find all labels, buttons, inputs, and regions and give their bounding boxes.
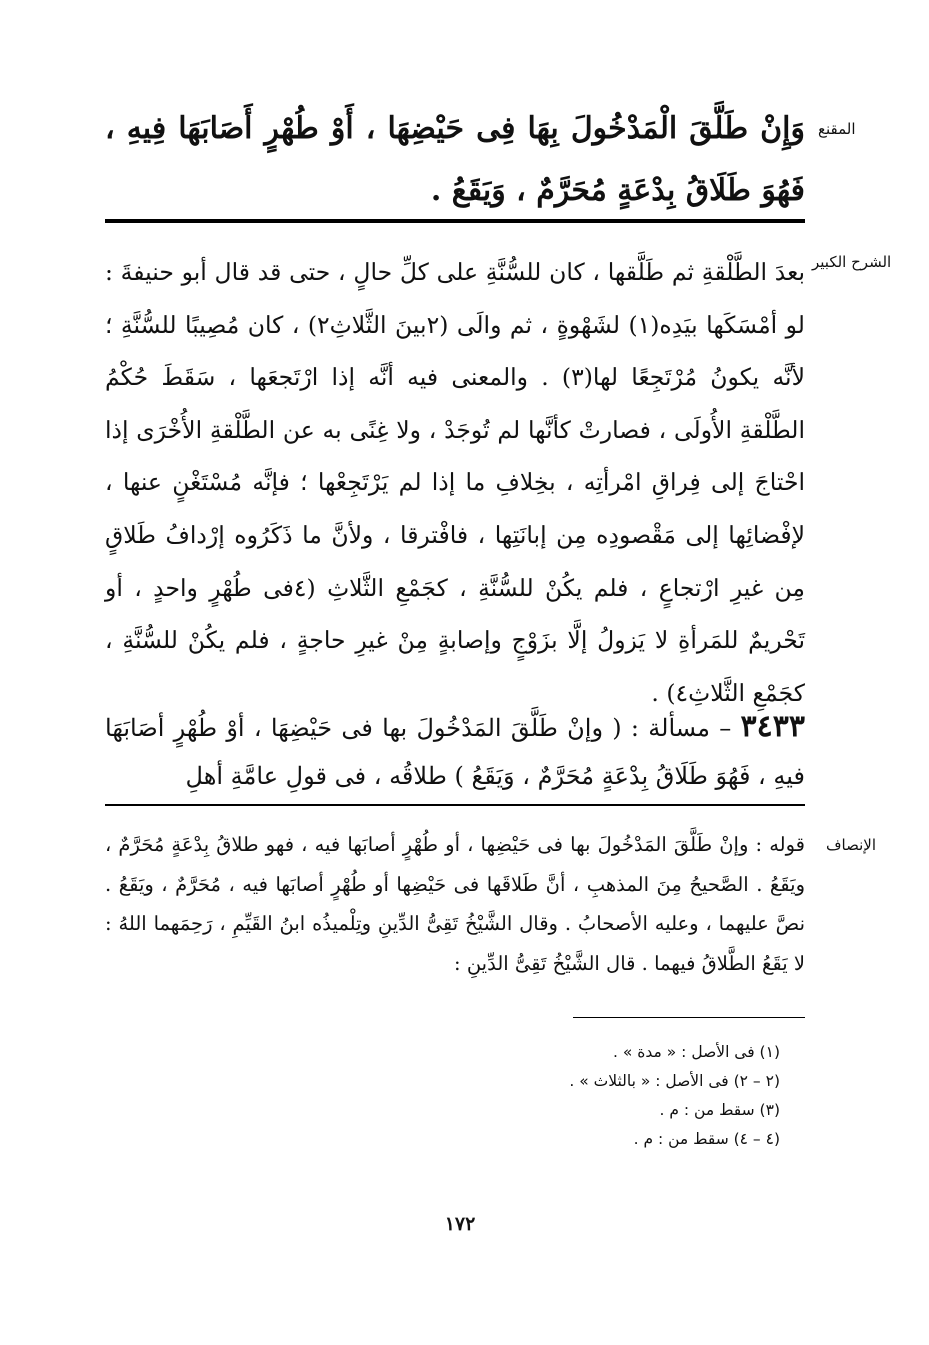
sharh-section: [105, 246, 805, 719]
masala-text: – مسألة : ( وإنْ طَلَّقَ المَدْخُولَ بها فى حَيْضِهَا ، أوْ طُهْرٍ أصَابَهَا فيهِ ، فَهُوَ طَلَاقُ بِدْعَةٍ مُحَرَّمٌ ، وَيَقَعُ ) طلاقُه ، فى قولِ عامَّةِ أهلِ: [105, 714, 805, 790]
insaf-section: [105, 825, 805, 983]
insaf-label: الإنصاف: [826, 836, 877, 854]
footnote-divider: [573, 1017, 805, 1018]
section-divider-thin: [105, 804, 805, 806]
footnote-3: (٣) سقط من : م .: [659, 1101, 780, 1119]
muqni-text: وَإِنْ طَلَّقَ الْمَدْخُولَ بِهَا فِى حَيْضِهَا ، أَوْ طُهْرٍ أَصَابَهَا فِيهِ ، فَهُوَ طَلَاقُ بِدْعَةٍ مُحَرَّمٌ ، وَيَقَعُ .: [105, 111, 805, 208]
masala-paragraph: [105, 703, 805, 800]
footnotes: [300, 1038, 780, 1154]
muqni-section: [105, 98, 805, 222]
footnote-1: (١) فى الأصل : « مدة » .: [613, 1043, 780, 1061]
muqni-label: المقنع: [818, 120, 856, 138]
page-number: ١٧٢: [444, 1213, 476, 1235]
masala-number: ٣٤٣٣: [740, 709, 805, 744]
sharh-label: الشرح الكبير: [812, 253, 892, 271]
masala-section: [105, 703, 805, 800]
insaf-text: قوله : وإنْ طَلَّقَ المَدْخُولَ بها فى حَيْضِها ، أو طُهْرٍ أصابَها فيه ، فهو طلاقُ بِدْعَةٍ مُحَرَّمٌ ، ويَقَعُ . الصَّحيحُ مِنَ المذهبِ ، أنَّ طَلاقَها فى حَيْضِها أو طُهْرٍ أصابَها فيه ، مُحَرَّمٌ ، ويَقَعُ . نصَّ عليهما ، وعليه الأصحابُ . وقال الشَّيْخُ تَقِىُّ الدِّينِ وتِلْميذُه ابنُ القَيِّمِ ، رَحِمَهما اللهُ : لا يَقَعُ الطَّلاقُ فيهما . قال الشَّيْخُ تَقِىُّ الدِّينِ :: [105, 833, 805, 975]
section-divider: [105, 219, 805, 223]
sharh-text: بعدَ الطَّلْقةِ ثم طَلَّقها ، كان للسُّنَّةِ على كلِّ حالٍ ، حتى قد قال أبو حنيفةَ : لو أمْسَكَها بيَدِه(١) لشَهْوةٍ ، ثم والَى (٢بينَ الثَّلاثِ٢) ، كان مُصِيبًا للسُّنَّةِ ؛ لأنَّه يكونُ مُرْتَجِعًا لها(٣) . والمعنى فيه أنَّه إذا ارْتَجعَها ، سَقَطَ حُكْمُ الطَّلْقةِ الأُولَى ، فصارتْ كأنَّها لم تُوجَدْ ، ولا غِنًى به عن الطَّلْقةِ الأُخْرَى إذا احْتاجَ إلى فِراقِ امْرأتِه ، بخِلافِ ما إذا لم يَرْتَجِعْها ؛ فإنَّه مُسْتَغْنٍ عنها ، لإفْضائِها إلى مَقْصودِه مِن إبانَتِها ، فافْترقا ، ولأنَّ ما ذَكَرُوه إرْدافُ طَلاقٍ مِن غيرِ ارْتجاعٍ ، فلم يكُنْ للسُّنَّةِ ، كجَمْعِ الثَّلاثِ (٤فى طُهْرٍ واحدٍ ، أو تَحْريمٌ للمَرأةِ لا يَزولُ إلَّا بزَوْجٍ وإصابةٍ مِنْ غيرِ حاجةٍ ، فلم يكُنْ للسُّنَّةِ ، كجَمْعِ الثَّلاثِ٤) .: [105, 258, 806, 707]
footnote-2: (٢ – ٢) فى الأصل : « بالثلاث » .: [569, 1072, 780, 1090]
footnote-4: (٤ – ٤) سقط من : م .: [633, 1130, 780, 1148]
